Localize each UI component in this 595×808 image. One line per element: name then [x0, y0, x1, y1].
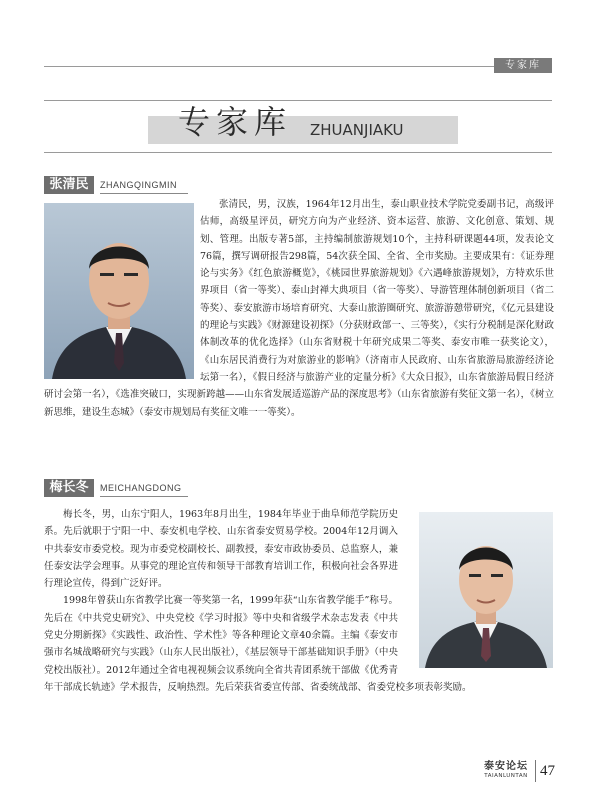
- journal-logo: [478, 761, 534, 780]
- header-rule: [44, 66, 494, 67]
- expert-name-rule: [100, 496, 188, 497]
- bio-paragraph: 梅长冬，男，山东宁阳人，1963年8月出生，1984年毕业于曲阜师范学院历史系。先后就职于宁阳一中、泰安机电学校、山东省泰安贸易学校。2004年12月调入中共泰安市委党校。现为市委党校副校长、副教授，泰安市政协委员、总监察人，兼任泰安法学会理事。从事党的理论宣传和领导干部教育培训工作，积极向社会各界进行理论宣传，得到广泛好评。: [44, 509, 398, 590]
- expert-bio: [44, 506, 554, 746]
- journal-logo-cn: 泰安论坛: [484, 761, 528, 772]
- expert-name-tag: 梅长冬: [44, 479, 94, 497]
- footer-divider: [535, 760, 536, 782]
- page-title: 专家库: [178, 103, 293, 141]
- bio-paragraph: 1998年曾获山东省教学比赛一等奖第一名，1999年获“山东省教学能手”称号。先后在《中共党史研究》、中央党校《学习时报》等中央和省级学术杂志发表《中共党史分期新探》《实践性、政治性、学术性》等各种理论文章40余篇。主编《泰安市强市名城战略研究与实践》（山东人民出版社），《基层领导干部基础知识手册》（中央党校出版社）。2012年通过全省电视视频会议系统向全省共青团系统干部做《优秀青年干部成长轨迹》学术报告，反响热烈。先后荣获省委宣传部、省委统战部、省委党校多项表彰奖励。: [44, 595, 472, 693]
- expert-name-pinyin: ZHANGQINGMIN: [100, 180, 177, 190]
- expert-bio: [44, 196, 554, 466]
- page-title-pinyin: ZHUANJIAKU: [310, 121, 404, 139]
- bio-paragraph: 张清民，男，汉族，1964年12月出生，泰山职业技术学院党委副书记，高级评估师，高级星评员，研究方向为产业经济、资本运营、旅游、文化创意、策划、规划、管理。出版专著5部，主持编制旅游规划10个，主持科研课题44项，发表论文76篇，撰写调研报告298篇，54次获全国、全省、全市奖励。主要成果有：《证券理论与实务》《红色旅游概览》，《桃园世界旅游规划》《六遇峰旅游规划》，方特欢乐世界项目（省一等奖）、泰山封禅大典项目（省一等奖）、导游管理体制创新项目（省二等奖）、泰安旅游市场培育研究、大泰山旅游圈研究、旅游游憩带研究，《亿元县建设的理论与实践》《财源建设初探》（分获财政部一、三等奖），《实行分税制是深化财政体制改革的优化选择》（山东省财税十年研究成果二等奖、泰安市唯一获奖论文），《山东居民消费行为对旅游业的影响》（济南市人民政府、山东省旅游局旅游经济论坛第一名），《假日经济与旅游产业的定量分析》《大众日报》，山东省旅游局假日经济研讨会第一名），《选准突破口，实现新跨越——山东省发展适巡游产品的深度思考》（山东省旅游有奖征文第一名），《树立新思维，建设生态城》（泰安市规划局有奖征文唯一一等奖）。: [44, 199, 554, 418]
- expert-name-pinyin: MEICHANGDONG: [100, 483, 182, 493]
- expert-name-rule: [100, 193, 188, 194]
- title-top-rule: [44, 100, 552, 101]
- journal-logo-en: TAIANLUNTAN: [484, 773, 528, 779]
- section-tag: 专家库: [494, 58, 552, 73]
- expert-name-tag: 张清民: [44, 176, 94, 194]
- title-bottom-rule: [44, 152, 552, 153]
- page-number: 47: [540, 763, 555, 779]
